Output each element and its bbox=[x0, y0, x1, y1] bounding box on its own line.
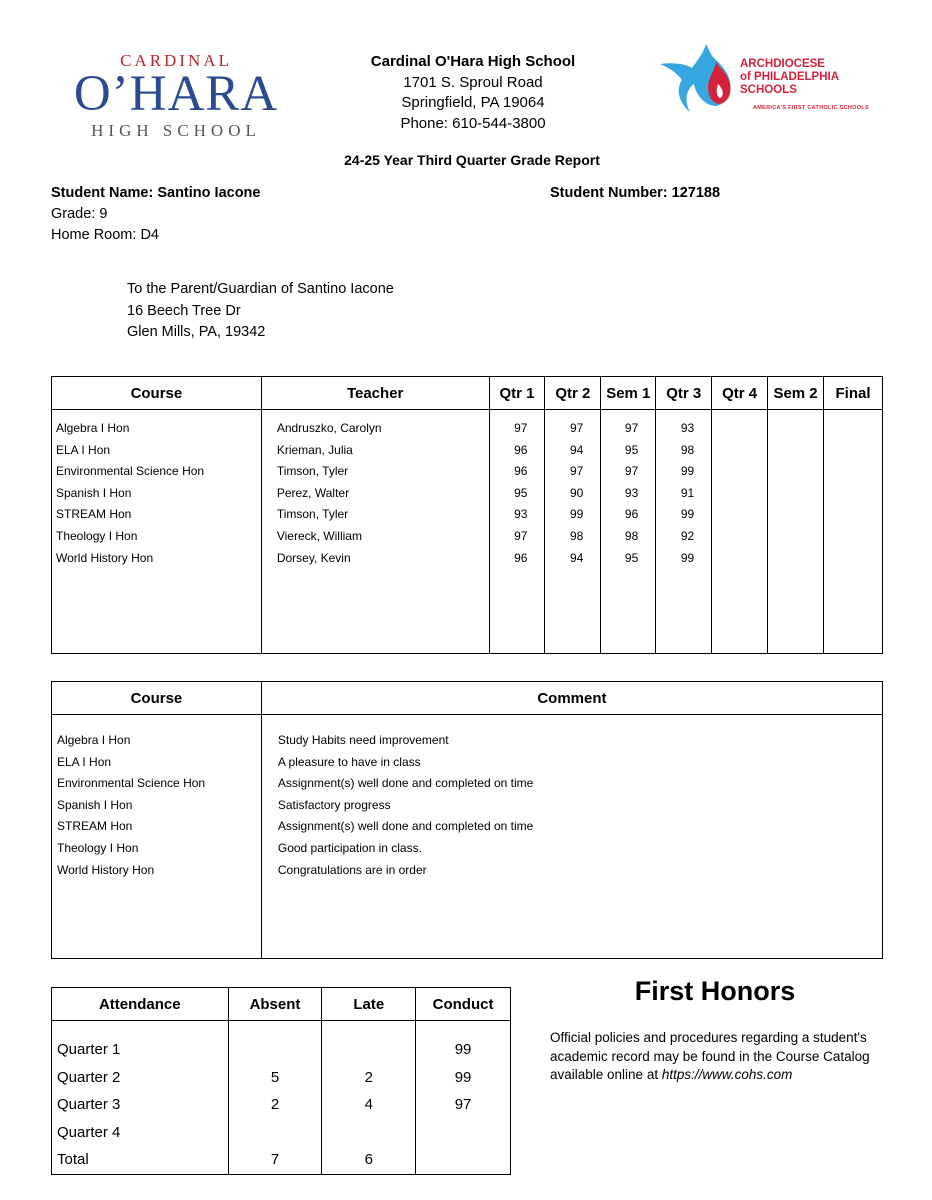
grade-sem1: 97 bbox=[624, 464, 639, 479]
attendance-absent-column bbox=[228, 1021, 322, 1175]
comment-course: STREAM Hon bbox=[57, 819, 133, 834]
grade-teacher: Timson, Tyler bbox=[276, 464, 349, 479]
attendance-absent: 7 bbox=[270, 1151, 280, 1169]
school-phone: Phone: 610-544-3800 bbox=[400, 114, 546, 132]
archdiocese-line2: of PHILADELPHIA bbox=[740, 71, 840, 83]
attendance-conduct: 99 bbox=[454, 1041, 472, 1058]
archdiocese-logo bbox=[656, 40, 906, 120]
grade-qtr3: 99 bbox=[680, 464, 695, 479]
col-header-final: Final bbox=[824, 377, 883, 410]
grade-course: ELA I Hon bbox=[56, 442, 111, 457]
col-header-qtr1: Qtr 1 bbox=[489, 377, 545, 410]
school-street: 1701 S. Sproul Road bbox=[403, 73, 543, 91]
col-header-course: Course bbox=[52, 377, 262, 410]
comment-text: A pleasure to have in class bbox=[277, 754, 421, 769]
grade-sem1: 95 bbox=[624, 550, 639, 565]
grade-course: Theology I Hon bbox=[56, 528, 138, 543]
comment-text: Assignment(s) well done and completed on time bbox=[277, 819, 534, 834]
grades-header-row bbox=[52, 377, 883, 410]
grade-qtr3: 99 bbox=[680, 507, 695, 522]
grade-course: World History Hon bbox=[56, 550, 154, 565]
attendance-late bbox=[322, 1036, 415, 1064]
attendance-label: Quarter 2 bbox=[57, 1068, 121, 1086]
col-header-comment-course: Course bbox=[52, 682, 262, 715]
grade-qtr3: 92 bbox=[680, 528, 695, 543]
grade-qtr2: 94 bbox=[569, 550, 584, 565]
comment-course: Spanish I Hon bbox=[57, 797, 133, 812]
policy-text: Official policies and procedures regarding a student's academic record may be found in the Course Catalog available online at bbox=[550, 1030, 870, 1082]
comments-table bbox=[51, 681, 883, 959]
comment-course: World History Hon bbox=[57, 862, 155, 877]
grade-qtr1: 96 bbox=[514, 464, 528, 479]
attendance-absent: 2 bbox=[270, 1096, 280, 1114]
honors-title: First Honors bbox=[634, 976, 796, 1006]
grade-qtr3: 91 bbox=[680, 485, 695, 500]
col-header-qtr3: Qtr 3 bbox=[656, 377, 712, 410]
attendance-late-column bbox=[322, 1021, 416, 1175]
comment-course: Environmental Science Hon bbox=[57, 776, 206, 791]
comments-header-row bbox=[52, 682, 883, 715]
col-header-qtr2: Qtr 2 bbox=[545, 377, 601, 410]
attendance-absent: 5 bbox=[270, 1068, 280, 1086]
attendance-conduct bbox=[416, 1146, 510, 1174]
grade-qtr2: 99 bbox=[569, 507, 584, 522]
grade-course: Algebra I Hon bbox=[56, 421, 130, 435]
mailing-address bbox=[127, 279, 394, 344]
student-grade: Grade: 9 bbox=[51, 206, 108, 222]
school-name: Cardinal O'Hara High School bbox=[370, 53, 576, 70]
cardinal-ohara-logo bbox=[66, 52, 286, 142]
grade-sem1: 93 bbox=[624, 485, 639, 500]
grades-teacher-column bbox=[261, 410, 489, 654]
col-header-sem2: Sem 2 bbox=[768, 377, 824, 410]
grade-qtr2: 98 bbox=[569, 528, 584, 543]
report-title: 24-25 Year Third Quarter Grade Report bbox=[344, 152, 600, 168]
grade-qtr1: 93 bbox=[514, 507, 528, 522]
grade-qtr2: 94 bbox=[569, 442, 584, 457]
grade-qtr1: 97 bbox=[514, 528, 528, 543]
school-address-block bbox=[320, 52, 626, 134]
comment-text: Study Habits need improvement bbox=[277, 733, 449, 747]
grade-qtr3: 93 bbox=[680, 421, 695, 435]
col-header-absent: Absent bbox=[228, 988, 322, 1021]
attendance-label: Total bbox=[57, 1151, 89, 1169]
col-header-late: Late bbox=[322, 988, 416, 1021]
grade-qtr2: 90 bbox=[569, 485, 584, 500]
attendance-late: 6 bbox=[364, 1151, 373, 1169]
attendance-absent bbox=[229, 1036, 322, 1064]
school-city: Springfield, PA 19064 bbox=[401, 94, 545, 111]
grade-qtr1: 96 bbox=[514, 442, 528, 457]
grades-final-column bbox=[824, 410, 883, 654]
mailing-line-3: Glen Mills, PA, 19342 bbox=[127, 324, 266, 340]
attendance-header-row bbox=[52, 988, 511, 1021]
attendance-late: 2 bbox=[364, 1068, 373, 1086]
archdiocese-tagline: AMERICA'S FIRST CATHOLIC SCHOOLS bbox=[753, 105, 869, 111]
grade-qtr3: 98 bbox=[680, 442, 695, 457]
attendance-conduct: 97 bbox=[454, 1096, 472, 1114]
policy-link[interactable]: https://www.cohs.com bbox=[661, 1067, 793, 1082]
attendance-label-column bbox=[52, 1021, 229, 1175]
grade-sem1: 95 bbox=[624, 442, 639, 457]
grade-sem1: 98 bbox=[624, 528, 639, 543]
grade-qtr2: 97 bbox=[569, 421, 584, 435]
attendance-table bbox=[51, 987, 511, 1175]
grade-teacher: Krieman, Julia bbox=[276, 442, 353, 457]
col-header-comment: Comment bbox=[261, 682, 882, 715]
grade-qtr1: 97 bbox=[514, 421, 528, 435]
grades-qtr4-column bbox=[712, 410, 768, 654]
mailing-line-1: To the Parent/Guardian of Santino Iacone bbox=[127, 281, 394, 297]
flame-dove-icon bbox=[656, 40, 740, 120]
attendance-conduct bbox=[416, 1119, 510, 1147]
grade-teacher: Timson, Tyler bbox=[276, 507, 349, 522]
attendance-conduct: 99 bbox=[454, 1068, 472, 1086]
grade-course: Environmental Science Hon bbox=[56, 464, 205, 479]
logo-line-ohara: O’HARA bbox=[73, 66, 279, 122]
comment-text: Good participation in class. bbox=[277, 840, 422, 855]
grade-sem1: 96 bbox=[624, 507, 639, 522]
attendance-late: 4 bbox=[364, 1096, 373, 1114]
comment-course: ELA I Hon bbox=[57, 754, 112, 769]
col-header-sem1: Sem 1 bbox=[601, 377, 656, 410]
grade-course: STREAM Hon bbox=[56, 507, 132, 522]
grade-qtr1: 95 bbox=[514, 485, 528, 500]
logo-line-cardinal: CARDINAL bbox=[120, 51, 232, 70]
student-homeroom: Home Room: D4 bbox=[51, 227, 159, 243]
archdiocese-wordmark bbox=[740, 58, 839, 97]
attendance-label: Quarter 3 bbox=[57, 1096, 121, 1114]
comment-text: Satisfactory progress bbox=[277, 797, 391, 812]
grade-qtr3: 99 bbox=[680, 550, 695, 565]
logo-line-high-school: HIGH SCHOOL bbox=[91, 121, 261, 140]
comment-course: Theology I Hon bbox=[57, 840, 139, 855]
col-header-teacher: Teacher bbox=[261, 377, 489, 410]
mailing-line-2: 16 Beech Tree Dr bbox=[127, 302, 241, 319]
grade-teacher: Andruszko, Carolyn bbox=[276, 421, 382, 435]
comment-text: Assignment(s) well done and completed on time bbox=[277, 776, 534, 791]
archdiocese-line1: ARCHDIOCESE bbox=[740, 58, 825, 70]
grades-sem2-column bbox=[768, 410, 824, 654]
comments-text-column bbox=[261, 715, 882, 959]
student-number: Student Number: 127188 bbox=[550, 185, 721, 201]
attendance-label: Quarter 1 bbox=[57, 1041, 121, 1058]
grades-qtr3-column bbox=[656, 410, 712, 654]
comments-course-column bbox=[52, 715, 262, 959]
col-header-attendance: Attendance bbox=[52, 988, 229, 1021]
col-header-qtr4: Qtr 4 bbox=[712, 377, 768, 410]
attendance-late bbox=[322, 1119, 415, 1147]
policy-note bbox=[550, 1029, 890, 1085]
attendance-conduct-column bbox=[416, 1021, 511, 1175]
comment-text: Congratulations are in order bbox=[277, 862, 427, 877]
grades-course-column bbox=[52, 410, 262, 654]
grades-qtr2-column bbox=[545, 410, 601, 654]
col-header-conduct: Conduct bbox=[416, 988, 511, 1021]
grade-teacher: Perez, Walter bbox=[276, 485, 350, 500]
grade-sem1: 97 bbox=[624, 421, 639, 435]
grades-qtr1-column bbox=[489, 410, 545, 654]
grade-teacher: Dorsey, Kevin bbox=[276, 550, 351, 565]
attendance-absent bbox=[229, 1119, 322, 1147]
student-name: Student Name: Santino Iacone bbox=[51, 185, 261, 201]
grades-sem1-column bbox=[601, 410, 656, 654]
comment-course: Algebra I Hon bbox=[57, 733, 131, 747]
grade-qtr1: 96 bbox=[514, 550, 528, 565]
grades-table bbox=[51, 376, 883, 654]
grade-qtr2: 97 bbox=[569, 464, 584, 479]
grade-course: Spanish I Hon bbox=[56, 485, 132, 500]
attendance-label: Quarter 4 bbox=[57, 1123, 121, 1141]
archdiocese-line3: SCHOOLS bbox=[740, 84, 797, 96]
grade-teacher: Viereck, William bbox=[276, 528, 362, 543]
